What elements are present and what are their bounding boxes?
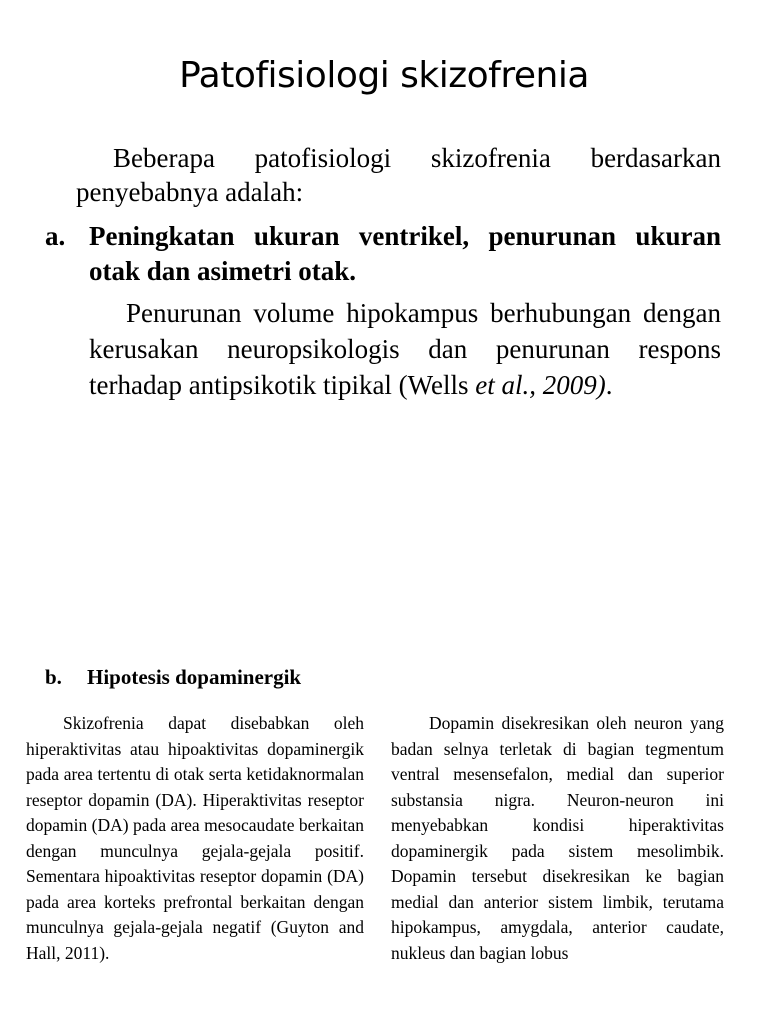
section-b-heading xyxy=(45,662,301,692)
section-b-title: Hipotesis dopaminergik xyxy=(87,665,302,689)
intro-text: Beberapa patofisiologi skizofrenia berdasarkan penyebabnya adalah: xyxy=(76,143,721,207)
intro-paragraph xyxy=(76,141,721,209)
point-a-heading xyxy=(45,219,721,289)
point-a-body-text: Penurunan volume hipokampus berhubungan dengan kerusakan neuropsikologis dan penurunan respons terhadap antipsikotik tipikal (Wells xyxy=(89,298,721,400)
right-column-paragraph xyxy=(391,711,724,966)
document-page-b xyxy=(0,640,768,1024)
left-column-paragraph xyxy=(26,711,364,966)
left-column-text: Skizofrenia dapat disebabkan oleh hiperaktivitas atau hipoaktivitas dopaminergik pada area tertentu di otak serta ketidaknormalan reseptor dopamin (DA). Hiperaktivitas reseptor dopamin (DA) pada area mesocaudate berkaitan dengan munculnya gejala-gejala positif. Sementara hipoaktivitas reseptor dopamin (DA) pada area korteks prefrontal berkaitan dengan munculnya gejala-gejala negatif (Guyton and Hall, 2011). xyxy=(26,713,364,963)
section-b-marker: b. xyxy=(45,665,62,689)
slide-title: Patofisiologi skizofrenia xyxy=(179,55,589,96)
point-a-marker: a. xyxy=(45,221,66,251)
right-column-text: Dopamin disekresikan oleh neuron yang badan selnya terletak di bagian tegmentum ventral mesensefalon, medial dan superior substansia nigra. Neuron-neuron ini menyebabkan kondisi hiperaktivitas dopaminergik pada sistem mesolimbik. Dopamin tersebut disekresikan ke bagian medial dan anterior sistem limbik, terutama hipokampus, amygdala, anterior caudate, nukleus dan bagian lobus xyxy=(391,713,724,963)
point-a-body-end: . xyxy=(605,370,613,400)
point-a-body xyxy=(89,295,721,403)
point-a-heading-text: Peningkatan ukuran ventrikel, penurunan ukuran otak dan asimetri otak. xyxy=(89,221,721,286)
point-a-citation-italic: et al., 2009) xyxy=(475,370,606,400)
